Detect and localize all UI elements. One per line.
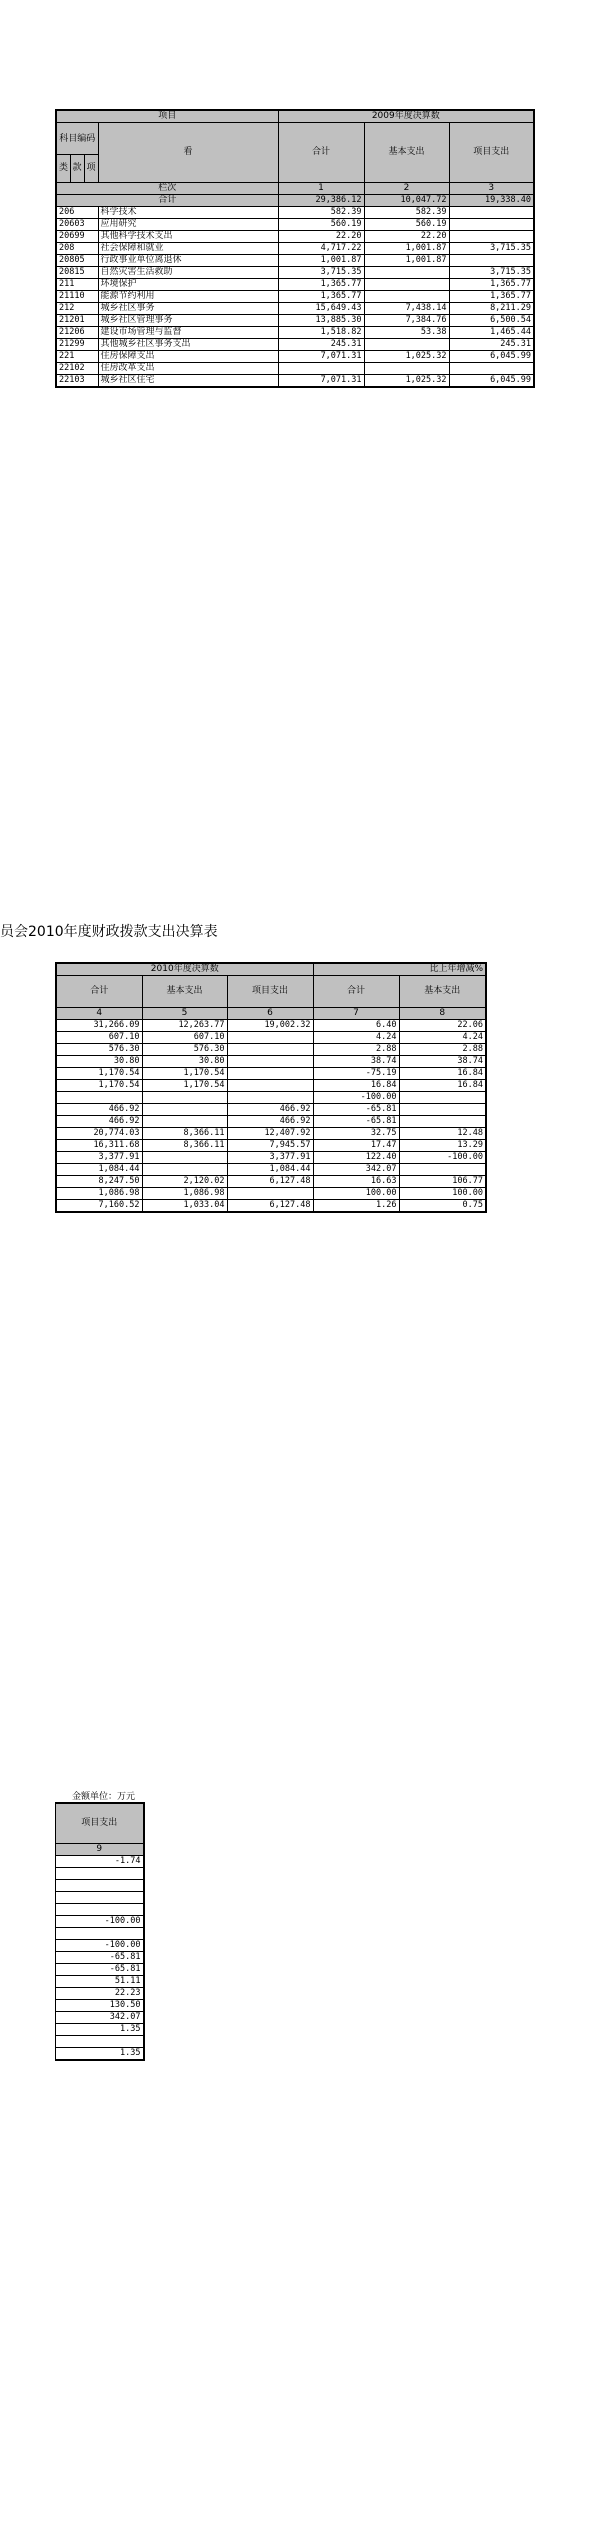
subject-code: 221 [56, 351, 98, 363]
subject-name: 住房改革支出 [98, 363, 278, 375]
subject-code: 211 [56, 279, 98, 291]
value-basic: 1,025.32 [364, 375, 449, 388]
value-project [227, 1032, 313, 1044]
change-total: 100.00 [313, 1188, 399, 1200]
subject-code: 206 [56, 207, 98, 219]
value-project: 466.92 [227, 1116, 313, 1128]
col-index: 2 [364, 183, 449, 195]
table-row [56, 1963, 144, 1975]
subject-name: 应用研究 [98, 219, 278, 231]
subject-code: 212 [56, 303, 98, 315]
value-project: 6,045.99 [449, 351, 534, 363]
value-total: 15,649.43 [278, 303, 364, 315]
change-project [56, 1867, 144, 1879]
subject-code: 22103 [56, 375, 98, 388]
subject-name: 自然灾害生活救助 [98, 267, 278, 279]
table-row [56, 339, 534, 351]
value-basic: 1,025.32 [364, 351, 449, 363]
value-total: 1,170.54 [56, 1068, 142, 1080]
header-project: 项目支出 [449, 123, 534, 183]
change-project: 22.23 [56, 1987, 144, 1999]
table-row [56, 1176, 486, 1188]
value-basic [364, 363, 449, 375]
table-row [56, 2047, 144, 2060]
value-total: 7,160.52 [56, 1200, 142, 1213]
change-project: -1.74 [56, 1855, 144, 1867]
table-row [56, 1080, 486, 1092]
change-basic: 0.75 [399, 1200, 486, 1213]
table-row [56, 1128, 486, 1140]
value-total: 4,717.22 [278, 243, 364, 255]
value-total: 13,885.30 [278, 315, 364, 327]
change-total: -75.19 [313, 1068, 399, 1080]
value-project: 6,045.99 [449, 375, 534, 388]
value-project: 466.92 [227, 1104, 313, 1116]
change-total: 6.40 [313, 1020, 399, 1032]
value-project [449, 363, 534, 375]
value-total: 1,365.77 [278, 279, 364, 291]
change-project: 1.35 [56, 2023, 144, 2035]
subject-code: 20603 [56, 219, 98, 231]
table-row [56, 267, 534, 279]
header-total: 合计 [278, 123, 364, 183]
value-total: 7,071.31 [278, 375, 364, 388]
change-total: -100.00 [313, 1092, 399, 1104]
subject-name: 其他科学技术支出 [98, 231, 278, 243]
change-project [56, 1927, 144, 1939]
value-basic: 1,033.04 [142, 1200, 227, 1213]
change-project [56, 1891, 144, 1903]
table-row [56, 1879, 144, 1891]
unit-label: 金额单位：万元 [72, 1792, 136, 1802]
value-total: 3,377.91 [56, 1152, 142, 1164]
table-row [56, 375, 534, 388]
table-row [56, 1032, 486, 1044]
table-row [56, 1855, 144, 1867]
change-total: 342.07 [313, 1164, 399, 1176]
table-row [56, 1056, 486, 1068]
budget-table-2009 [55, 109, 535, 388]
change-total: -65.81 [313, 1116, 399, 1128]
change-basic: 22.06 [399, 1020, 486, 1032]
change-total: 122.40 [313, 1152, 399, 1164]
table-row [56, 1975, 144, 1987]
value-basic: 607.10 [142, 1032, 227, 1044]
value-total: 576.30 [56, 1044, 142, 1056]
col-index: 6 [227, 1008, 313, 1020]
value-project [227, 1056, 313, 1068]
change-project: 1.35 [56, 2047, 144, 2060]
subject-code: 22102 [56, 363, 98, 375]
table-row [56, 1068, 486, 1080]
col-index: 4 [56, 1008, 142, 1020]
value-project: 1,365.77 [449, 291, 534, 303]
value-basic [142, 1152, 227, 1164]
value-basic: 22.20 [364, 231, 449, 243]
value-basic: 1,086.98 [142, 1188, 227, 1200]
value-total: 1,365.77 [278, 291, 364, 303]
value-total: 582.39 [278, 207, 364, 219]
table-row [56, 279, 534, 291]
value-project: 3,715.35 [449, 243, 534, 255]
change-project: -100.00 [56, 1939, 144, 1951]
table-row [56, 2011, 144, 2023]
change-total: 16.63 [313, 1176, 399, 1188]
value-basic: 582.39 [364, 207, 449, 219]
change-basic: 4.24 [399, 1032, 486, 1044]
change-total: -65.81 [313, 1104, 399, 1116]
change-basic: 100.00 [399, 1188, 486, 1200]
value-total: 245.31 [278, 339, 364, 351]
value-basic: 560.19 [364, 219, 449, 231]
subject-name: 城乡社区事务 [98, 303, 278, 315]
table-row [56, 231, 534, 243]
col-index-label: 栏次 [56, 183, 278, 195]
subject-name: 城乡社区管理事务 [98, 315, 278, 327]
change-project: 342.07 [56, 2011, 144, 2023]
value-basic: 1,170.54 [142, 1068, 227, 1080]
value-project [449, 219, 534, 231]
table-row [56, 1116, 486, 1128]
header-subject-code: 科目编码 [56, 123, 98, 155]
subject-code: 21206 [56, 327, 98, 339]
value-project: 1,084.44 [227, 1164, 313, 1176]
change-project [56, 2035, 144, 2047]
change-project [56, 1879, 144, 1891]
header-change-basic: 基本支出 [399, 976, 486, 1008]
table-row [56, 2035, 144, 2047]
change-project: -65.81 [56, 1951, 144, 1963]
header-kan: 看 [98, 123, 278, 183]
header-total: 合计 [56, 976, 142, 1008]
subject-code: 21299 [56, 339, 98, 351]
subject-code: 20699 [56, 231, 98, 243]
col-index: 1 [278, 183, 364, 195]
value-total: 607.10 [56, 1032, 142, 1044]
change-project: 130.50 [56, 1999, 144, 2011]
report-title: 员会2010年度财政拨款支出决算表 [0, 924, 218, 940]
subject-code: 21201 [56, 315, 98, 327]
value-project [449, 207, 534, 219]
table-row [56, 351, 534, 363]
value-project: 6,127.48 [227, 1200, 313, 1213]
value-total [278, 363, 364, 375]
change-total: 2.88 [313, 1044, 399, 1056]
sum-total: 29,386.12 [278, 195, 364, 207]
table-row [56, 1939, 144, 1951]
change-project: -65.81 [56, 1963, 144, 1975]
change-basic: 13.29 [399, 1140, 486, 1152]
value-basic: 2,120.02 [142, 1176, 227, 1188]
change-basic [399, 1104, 486, 1116]
header-change-total: 合计 [313, 976, 399, 1008]
change-total: 17.47 [313, 1140, 399, 1152]
value-basic [364, 279, 449, 291]
col-index: 3 [449, 183, 534, 195]
change-basic: 2.88 [399, 1044, 486, 1056]
change-project [56, 1903, 144, 1915]
value-basic [142, 1092, 227, 1104]
header-project-change: 项目支出 [56, 1803, 144, 1843]
value-basic: 1,001.87 [364, 255, 449, 267]
sum-project: 19,338.40 [449, 195, 534, 207]
subject-name: 城乡社区住宅 [98, 375, 278, 388]
budget-table-project-change [55, 1802, 145, 2061]
change-basic: 38.74 [399, 1056, 486, 1068]
table-row [56, 1867, 144, 1879]
table-row [56, 1044, 486, 1056]
subject-code: 208 [56, 243, 98, 255]
value-total: 1,084.44 [56, 1164, 142, 1176]
table-row [56, 1891, 144, 1903]
subject-name: 建设市场管理与监督 [98, 327, 278, 339]
table-row [56, 2023, 144, 2035]
value-basic: 7,384.76 [364, 315, 449, 327]
col-index: 8 [399, 1008, 486, 1020]
table-row [56, 1987, 144, 1999]
value-total: 30.80 [56, 1056, 142, 1068]
subject-code: 20805 [56, 255, 98, 267]
table-row [56, 1092, 486, 1104]
table-row [56, 327, 534, 339]
table-row [56, 291, 534, 303]
table-row [56, 1999, 144, 2011]
change-basic [399, 1164, 486, 1176]
value-total: 466.92 [56, 1116, 142, 1128]
value-total: 3,715.35 [278, 267, 364, 279]
table-row [56, 207, 534, 219]
value-project: 6,127.48 [227, 1176, 313, 1188]
value-project [227, 1092, 313, 1104]
value-basic [364, 291, 449, 303]
change-basic [399, 1092, 486, 1104]
value-project: 7,945.57 [227, 1140, 313, 1152]
table-row [56, 219, 534, 231]
value-total: 1,086.98 [56, 1188, 142, 1200]
value-basic [142, 1164, 227, 1176]
change-basic: 12.48 [399, 1128, 486, 1140]
value-total: 22.20 [278, 231, 364, 243]
table-row [56, 255, 534, 267]
change-basic: 16.84 [399, 1068, 486, 1080]
table-row [56, 1951, 144, 1963]
change-basic: -100.00 [399, 1152, 486, 1164]
value-total: 16,311.68 [56, 1140, 142, 1152]
subject-name: 住房保障支出 [98, 351, 278, 363]
value-basic: 1,001.87 [364, 243, 449, 255]
value-project [227, 1188, 313, 1200]
header-change-group: 比上年增减% [313, 963, 486, 976]
value-project: 1,365.77 [449, 279, 534, 291]
value-basic [364, 267, 449, 279]
value-basic [142, 1116, 227, 1128]
value-total [56, 1092, 142, 1104]
change-basic: 16.84 [399, 1080, 486, 1092]
value-total: 1,518.82 [278, 327, 364, 339]
value-total: 8,247.50 [56, 1176, 142, 1188]
value-project [227, 1080, 313, 1092]
budget-table-2010 [55, 962, 487, 1213]
value-basic: 12,263.77 [142, 1020, 227, 1032]
change-total: 1.26 [313, 1200, 399, 1213]
value-basic: 8,366.11 [142, 1140, 227, 1152]
table-row [56, 243, 534, 255]
value-project [449, 231, 534, 243]
table-row [56, 1927, 144, 1939]
value-basic: 53.38 [364, 327, 449, 339]
sum-row-label: 合计 [56, 195, 278, 207]
change-basic: 106.77 [399, 1176, 486, 1188]
value-total: 466.92 [56, 1104, 142, 1116]
header-project: 项目支出 [227, 976, 313, 1008]
value-project: 12,407.92 [227, 1128, 313, 1140]
value-project [449, 255, 534, 267]
value-basic [364, 339, 449, 351]
header-2010-group: 2010年度决算数 [56, 963, 313, 976]
value-basic: 8,366.11 [142, 1128, 227, 1140]
value-total: 1,001.87 [278, 255, 364, 267]
subject-code: 20815 [56, 267, 98, 279]
table-row [56, 1915, 144, 1927]
value-basic: 7,438.14 [364, 303, 449, 315]
table-row [56, 363, 534, 375]
change-project: -100.00 [56, 1915, 144, 1927]
table-row [56, 1903, 144, 1915]
change-total: 4.24 [313, 1032, 399, 1044]
subject-name: 科学技术 [98, 207, 278, 219]
subject-name: 能源节约利用 [98, 291, 278, 303]
change-project: 51.11 [56, 1975, 144, 1987]
header-xiang: 项 [84, 155, 98, 183]
change-total: 16.84 [313, 1080, 399, 1092]
header-2009-group: 2009年度决算数 [278, 110, 534, 123]
value-basic [142, 1104, 227, 1116]
value-project: 1,465.44 [449, 327, 534, 339]
value-project: 3,377.91 [227, 1152, 313, 1164]
subject-name: 社会保障和就业 [98, 243, 278, 255]
value-total: 7,071.31 [278, 351, 364, 363]
value-project: 19,002.32 [227, 1020, 313, 1032]
value-total: 1,170.54 [56, 1080, 142, 1092]
value-project: 245.31 [449, 339, 534, 351]
table-row [56, 1104, 486, 1116]
table-row [56, 1140, 486, 1152]
value-total: 20,774.03 [56, 1128, 142, 1140]
value-project [227, 1044, 313, 1056]
header-lei: 类 [56, 155, 70, 183]
value-project: 6,500.54 [449, 315, 534, 327]
table-row [56, 1152, 486, 1164]
value-project [227, 1068, 313, 1080]
table-row [56, 1020, 486, 1032]
table-row [56, 303, 534, 315]
sum-basic: 10,047.72 [364, 195, 449, 207]
value-basic: 1,170.54 [142, 1080, 227, 1092]
value-total: 31,266.09 [56, 1020, 142, 1032]
change-basic [399, 1116, 486, 1128]
header-item: 项目 [56, 110, 278, 123]
subject-name: 环境保护 [98, 279, 278, 291]
table-row [56, 315, 534, 327]
value-total: 560.19 [278, 219, 364, 231]
header-basic: 基本支出 [142, 976, 227, 1008]
col-index: 7 [313, 1008, 399, 1020]
subject-name: 其他城乡社区事务支出 [98, 339, 278, 351]
subject-name: 行政事业单位离退休 [98, 255, 278, 267]
header-basic: 基本支出 [364, 123, 449, 183]
header-kuan: 款 [70, 155, 84, 183]
subject-code: 21110 [56, 291, 98, 303]
value-project: 3,715.35 [449, 267, 534, 279]
table-row [56, 1188, 486, 1200]
table-row [56, 1164, 486, 1176]
value-basic: 30.80 [142, 1056, 227, 1068]
change-total: 32.75 [313, 1128, 399, 1140]
col-index: 5 [142, 1008, 227, 1020]
col-index: 9 [56, 1843, 144, 1855]
value-project: 8,211.29 [449, 303, 534, 315]
change-total: 38.74 [313, 1056, 399, 1068]
value-basic: 576.30 [142, 1044, 227, 1056]
table-row [56, 1200, 486, 1213]
